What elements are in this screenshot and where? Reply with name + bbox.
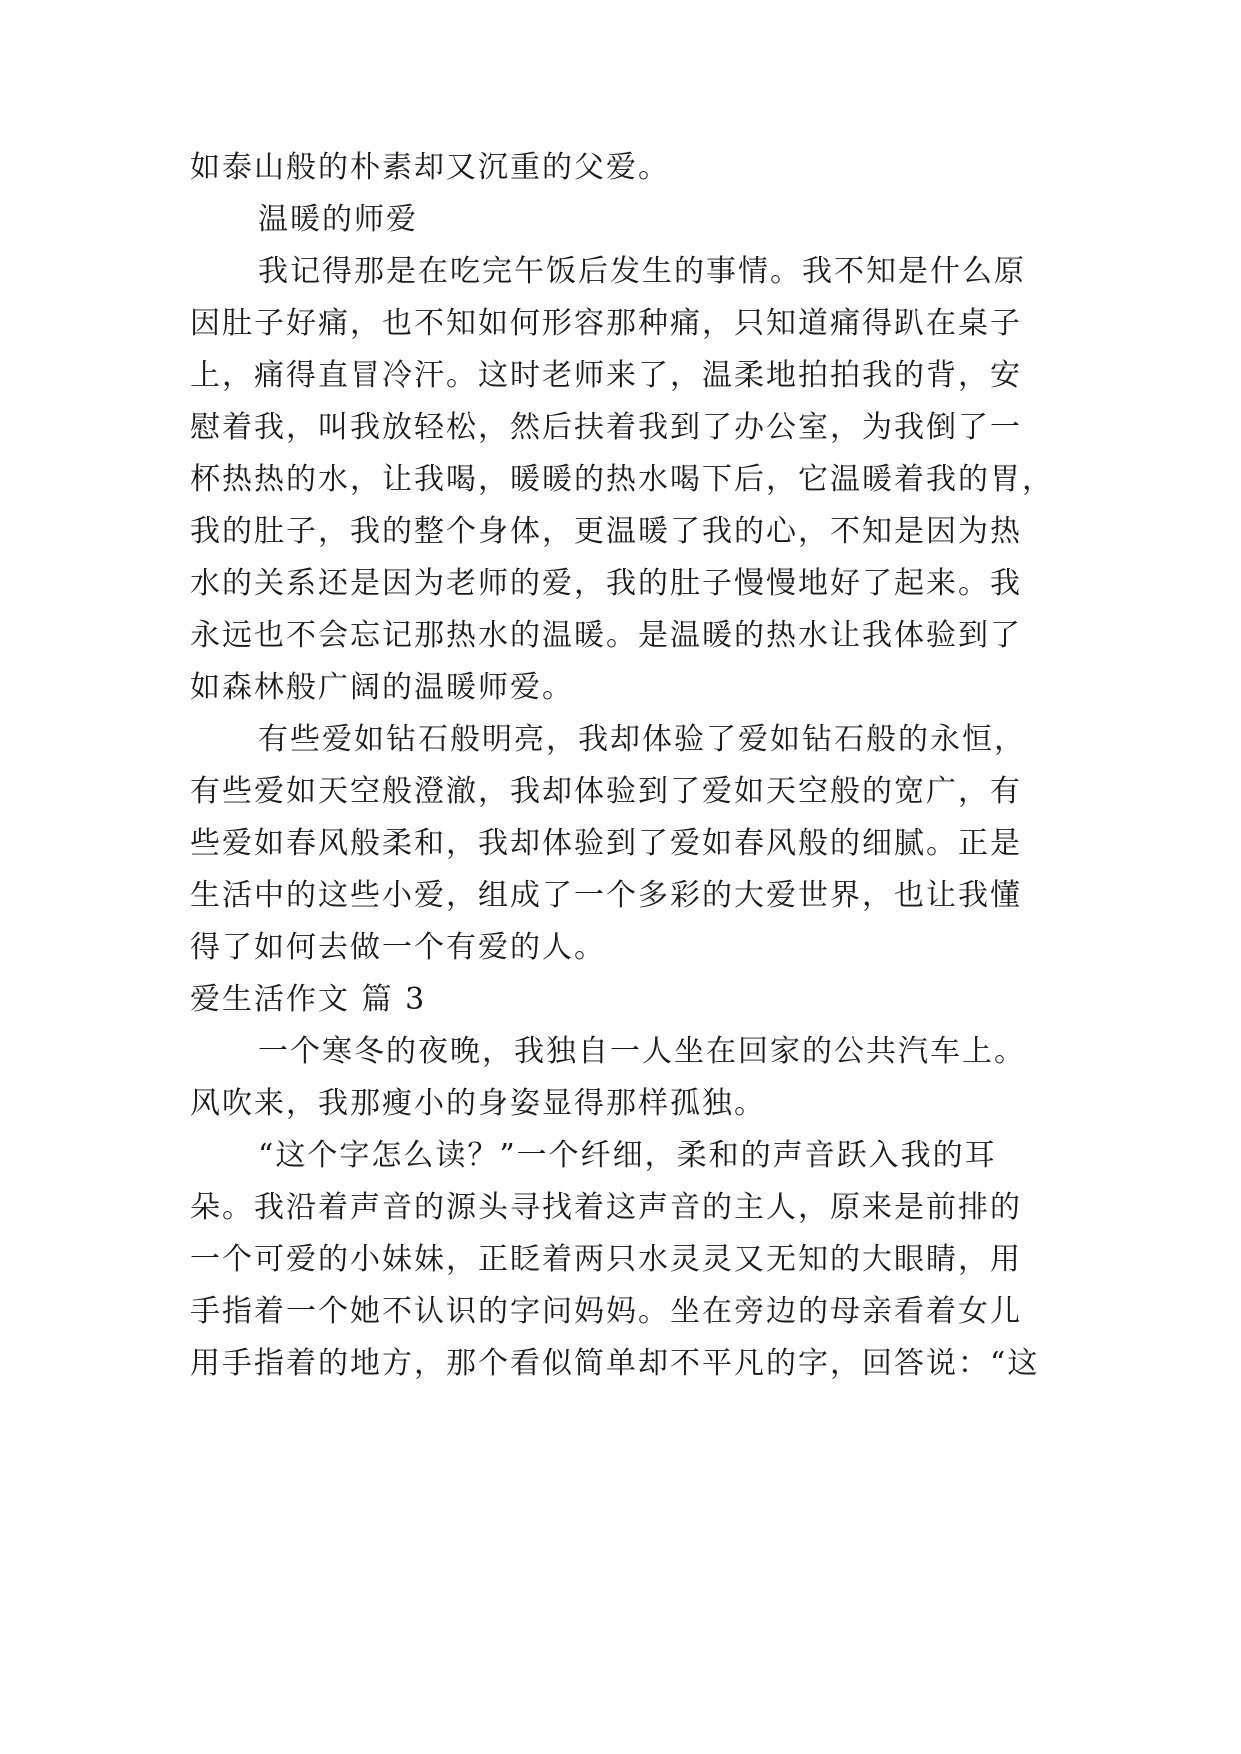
- text-line: 我记得那是在吃完午饭后发生的事情。我不知是什么原: [258, 254, 1026, 289]
- text-line: 如泰山般的朴素却又沉重的父爱。: [190, 150, 670, 185]
- text-line: 生活中的这些小爱，组成了一个多彩的大爱世界，也让我懂: [190, 878, 1022, 913]
- text-line: 如森林般广阔的温暖师爱。: [190, 670, 574, 705]
- text-line: 一个可爱的小妹妹，正眨着两只水灵灵又无知的大眼睛，用: [190, 1242, 1022, 1277]
- text-line: 因肚子好痛，也不知如何形容那种痛，只知道痛得趴在桌子: [190, 306, 1022, 341]
- section-title: 爱生活作文 篇 3: [190, 982, 427, 1017]
- section-heading: 温暖的师爱: [258, 202, 418, 237]
- text-line: 有些爱如钻石般明亮，我却体验了爱如钻石般的永恒，: [258, 722, 1026, 757]
- text-line: 慰着我，叫我放轻松，然后扶着我到了办公室，为我倒了一: [190, 410, 1022, 445]
- text-line: 些爱如春风般柔和，我却体验到了爱如春风般的细腻。正是: [190, 826, 1022, 861]
- text-line: 用手指着的地方，那个看似简单却不平凡的字，回答说：“这: [190, 1346, 1040, 1381]
- text-line: “这个字怎么读？”一个纤细，柔和的声音跃入我的耳: [258, 1138, 997, 1173]
- text-line: 有些爱如天空般澄澈，我却体验到了爱如天空般的宽广，有: [190, 774, 1022, 809]
- text-line: 永远也不会忘记那热水的温暖。是温暖的热水让我体验到了: [190, 618, 1022, 653]
- text-line: 杯热热的水，让我喝，暖暖的热水喝下后，它温暖着我的胃，: [190, 462, 1054, 497]
- text-line: 朵。我沿着声音的源头寻找着这声音的主人，原来是前排的: [190, 1190, 1022, 1225]
- text-line: 上，痛得直冒冷汗。这时老师来了，温柔地拍拍我的背，安: [190, 358, 1022, 393]
- text-line: 得了如何去做一个有爱的人。: [190, 930, 606, 965]
- text-line: 风吹来，我那瘦小的身姿显得那样孤独。: [190, 1086, 766, 1121]
- text-line: 水的关系还是因为老师的爱，我的肚子慢慢地好了起来。我: [190, 566, 1022, 601]
- text-line: 一个寒冬的夜晚，我独自一人坐在回家的公共汽车上。: [258, 1034, 1026, 1069]
- text-line: 我的肚子，我的整个身体，更温暖了我的心，不知是因为热: [190, 514, 1022, 549]
- text-line: 手指着一个她不认识的字问妈妈。坐在旁边的母亲看着女儿: [190, 1294, 1022, 1329]
